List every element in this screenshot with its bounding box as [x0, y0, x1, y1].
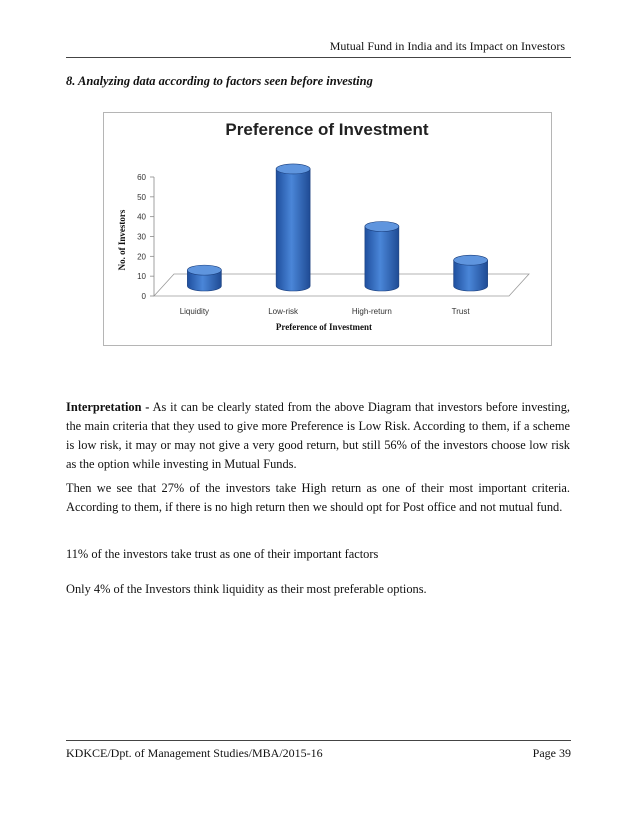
- y-tick-label: 30: [137, 232, 146, 242]
- y-tick-label: 10: [137, 272, 146, 282]
- bar-chart: [104, 113, 551, 345]
- bar-top: [187, 265, 221, 275]
- interpretation-paragraph-1: [66, 398, 570, 474]
- bar: [276, 164, 310, 291]
- x-axis-label: Preference of Investment: [275, 322, 373, 332]
- x-tick-label: Liquidity: [179, 307, 210, 316]
- bar: [454, 255, 488, 291]
- footer-left-text: KDKCE/Dpt. of Management Studies/MBA/2015-16: [66, 746, 323, 760]
- page-header-title: Mutual Fund in India and its Impact on Investors: [329, 39, 565, 53]
- x-tick-label: Low-risk: [268, 307, 299, 316]
- header-rule: [66, 57, 571, 58]
- chart-frame: [103, 112, 552, 346]
- x-tick-labels: [180, 307, 471, 316]
- bar-top: [454, 255, 488, 265]
- footer-rule: [66, 740, 571, 741]
- chart-title: Preference of Investment: [225, 120, 429, 139]
- y-tick-label: 20: [137, 252, 146, 262]
- y-tick-label: 60: [137, 173, 146, 182]
- x-tick-label: Trust: [451, 307, 470, 316]
- interpretation-p1-text: As it can be clearly stated from the above Diagram that investors before investing, the main criteria that they used to give more Preference is Low Risk. According to them, if a scheme is low risk, it may or may not give a very good return, but still 56% of the investors choose low risk as the option while investing in Mutual Funds.: [66, 400, 570, 471]
- interpretation-lead: Interpretation -: [66, 400, 150, 414]
- x-tick-label: High-return: [351, 307, 392, 316]
- bars-group: [187, 164, 487, 291]
- y-axis: [137, 173, 154, 301]
- bar: [365, 222, 399, 292]
- bar: [187, 265, 221, 291]
- interpretation-paragraph-2: Then we see that 27% of the investors take High return as one of their most important criteria. According to them, if there is no high return then we should opt for Post office and not mutual fund.: [66, 481, 570, 514]
- y-tick-label: 40: [137, 212, 146, 222]
- interpretation-paragraph-4: Only 4% of the Investors think liquidity as their most preferable options.: [66, 582, 427, 596]
- y-tick-label: 0: [141, 292, 146, 301]
- footer-page-number: Page 39: [532, 746, 571, 760]
- section-heading: 8. Analyzing data according to factors seen before investing: [66, 74, 373, 88]
- bar-body: [365, 227, 399, 292]
- y-tick-label: 50: [137, 192, 146, 202]
- bar-top: [276, 164, 310, 174]
- bar-top: [365, 222, 399, 232]
- interpretation-paragraph-3: 11% of the investors take trust as one of their important factors: [66, 547, 379, 561]
- bar-body: [276, 169, 310, 291]
- y-axis-label: No. of Investors: [117, 209, 127, 271]
